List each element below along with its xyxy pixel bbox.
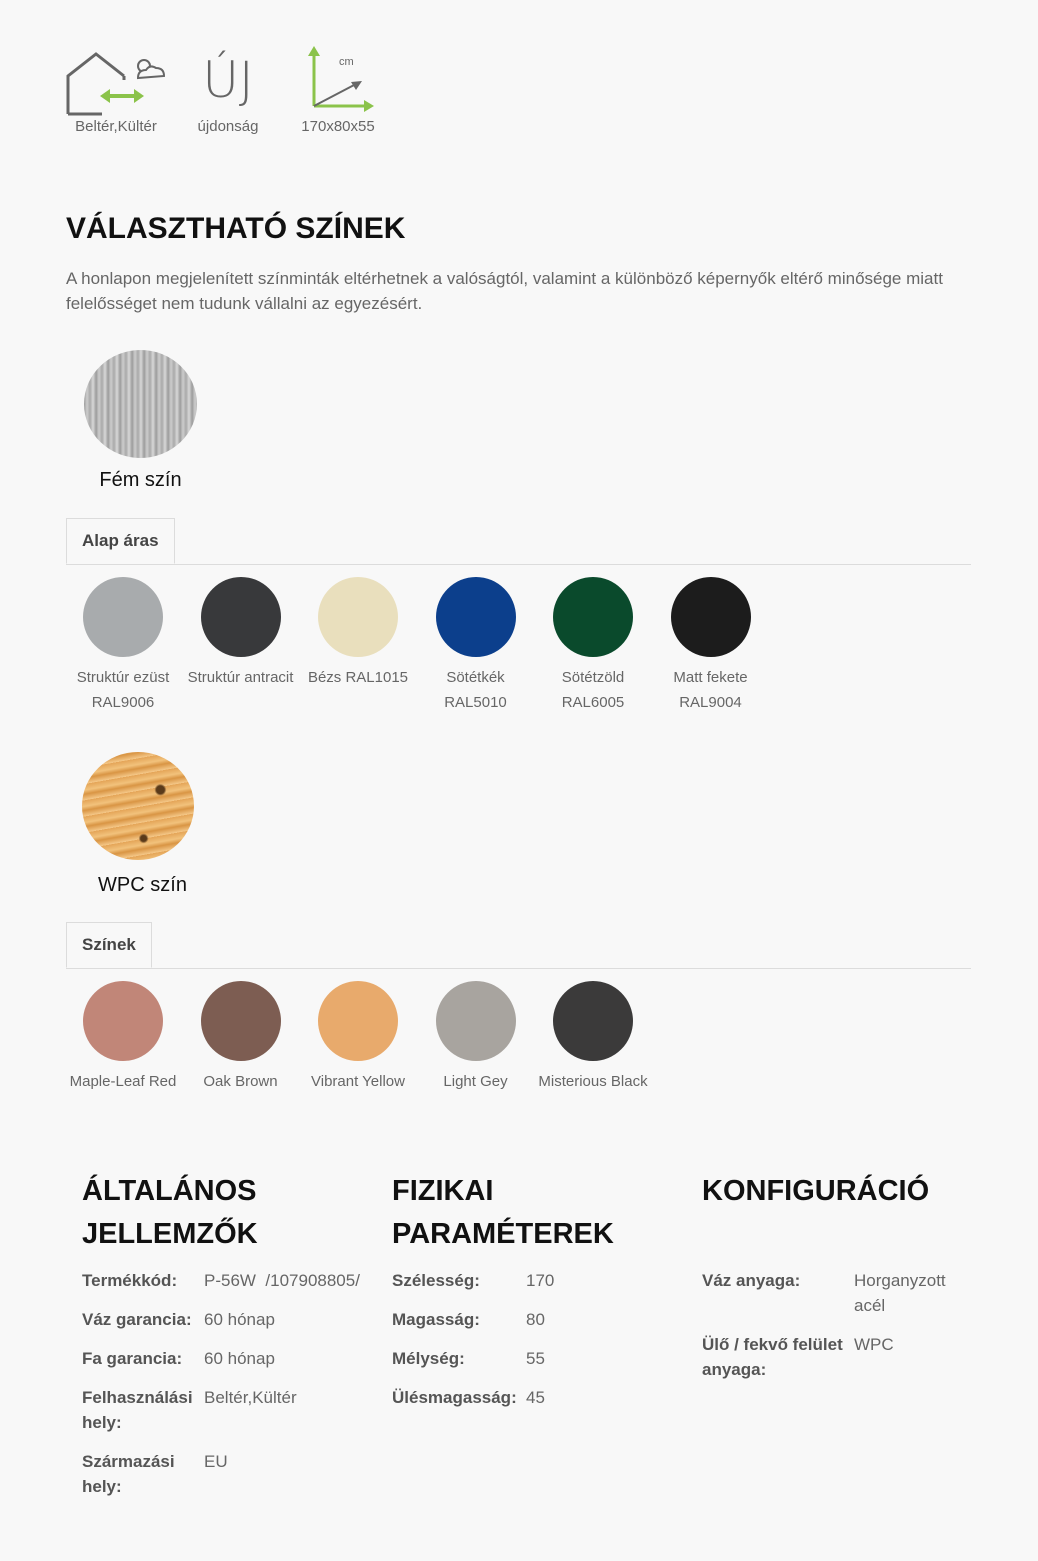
feature-label: Beltér,Kültér [75,118,157,135]
feature-label: 170x80x55 [301,118,375,135]
swatch-label: Maple-Leaf Red [69,1073,177,1090]
new-icon: ÚJ [202,51,254,109]
dimensions-icon [294,44,382,118]
swatch-label: Light Gey [443,1073,508,1090]
metal-swatch[interactable] [417,577,535,715]
metal-tabbar [66,518,971,565]
spec-row [702,1268,954,1332]
wpc-swatch[interactable] [417,981,535,1094]
wpc-color-image [82,752,194,860]
color-swatch-circle[interactable] [318,577,398,657]
spec-key: Termékkód: [82,1271,178,1290]
spec-row [392,1385,554,1424]
wpc-swatch[interactable] [534,981,652,1094]
swatch-label: Sötétkék RAL5010 [444,669,507,711]
spec-value: 80 [526,1310,545,1329]
spec-value: 60 hónap [204,1349,275,1368]
section-title: VÁLASZTHATÓ SZÍNEK [66,212,406,245]
metal-swatch[interactable] [182,577,300,690]
spec-value: 55 [526,1349,545,1368]
feature-new [188,44,268,135]
swatch-label: Matt fekete RAL9004 [673,669,748,711]
spec-value: WPC [854,1335,894,1354]
indoor-outdoor-icon [60,44,172,118]
wpc-color-title: WPC szín [98,874,187,896]
general-specs [82,1170,382,1513]
spec-key: Mélység: [392,1349,465,1368]
tab-alap-aras[interactable]: Alap áras [66,518,175,564]
spec-row [392,1307,554,1346]
tab-szinek[interactable]: Színek [66,922,152,968]
spec-key: Ülő / fekvő felület anyaga: [702,1335,843,1379]
swatch-label: Struktúr ezüst RAL9006 [76,669,170,711]
general-specs-title: ÁLTALÁNOS JELLEMZŐK [82,1175,258,1250]
color-swatch-circle[interactable] [436,981,516,1061]
wpc-swatch[interactable] [64,981,182,1094]
spec-value: 60 hónap [204,1310,275,1329]
spec-value: P-56W /107908805/ [204,1271,360,1290]
metal-swatch[interactable] [652,577,770,715]
unit-label: cm [339,56,354,68]
swatch-label: Oak Brown [203,1073,278,1090]
general-specs-table [82,1268,360,1513]
spec-value: 45 [526,1388,545,1407]
wpc-tabbar [66,922,971,969]
color-swatch-circle[interactable] [318,981,398,1061]
spec-row [702,1332,954,1396]
feature-indoor-outdoor [60,44,172,135]
spec-row [392,1268,554,1307]
spec-key: Váz garancia: [82,1310,192,1329]
spec-row [82,1307,360,1346]
color-swatch-circle[interactable] [201,981,281,1061]
color-swatch-circle[interactable] [83,981,163,1061]
spec-row [82,1346,360,1385]
metal-color-title: Fém szín [99,469,182,491]
spec-row [82,1268,360,1307]
spec-key: Származási hely: [82,1452,175,1496]
metal-swatch[interactable] [299,577,417,690]
wpc-swatch[interactable] [182,981,300,1094]
spec-value: Beltér,Kültér [204,1388,297,1407]
color-swatch-circle[interactable] [553,577,633,657]
metal-swatch[interactable] [534,577,652,715]
swatch-label: Bézs RAL1015 [307,669,409,686]
spec-row [392,1346,554,1385]
spec-key: Felhasználási hely: [82,1388,193,1432]
color-swatch-circle[interactable] [553,981,633,1061]
config-specs-title: KONFIGURÁCIÓ [702,1175,930,1207]
color-swatch-circle[interactable] [671,577,751,657]
swatch-label: Sötétzöld RAL6005 [561,669,625,711]
spec-value: 170 [526,1271,555,1290]
feature-dimensions [294,44,382,135]
metal-swatch[interactable] [64,577,182,715]
swatch-label: Vibrant Yellow [311,1073,405,1090]
color-swatch-circle[interactable] [201,577,281,657]
color-disclaimer: A honlapon megjelenített színminták eltérhetnek a valóságtól, valamint a különböző képernyők eltérő minősége miatt felelősséget nem tudunk vállalni az egyezésért. [66,269,943,313]
swatch-label: Struktúr antracit [187,669,294,686]
physical-specs-title: FIZIKAI PARAMÉTEREK [392,1175,614,1250]
metal-color-image [84,350,197,458]
spec-key: Szélesség: [392,1271,480,1290]
wpc-swatch[interactable] [299,981,417,1094]
spec-row [82,1449,360,1513]
spec-key: Váz anyaga: [702,1271,801,1290]
physical-specs [392,1170,682,1424]
spec-key: Fa garancia: [82,1349,183,1368]
color-swatch-circle[interactable] [83,577,163,657]
config-specs-table [702,1268,954,1396]
spec-key: Ülésmagasság: [392,1388,517,1407]
feature-label: újdonság [197,118,259,135]
swatch-label: Misterious Black [538,1073,648,1090]
spec-value: EU [204,1452,228,1471]
physical-specs-table [392,1268,554,1424]
spec-value: Horganyzott acél [854,1271,946,1315]
config-specs [702,1170,972,1396]
color-swatch-circle[interactable] [436,577,516,657]
spec-row [82,1385,360,1449]
spec-key: Magasság: [392,1310,480,1329]
